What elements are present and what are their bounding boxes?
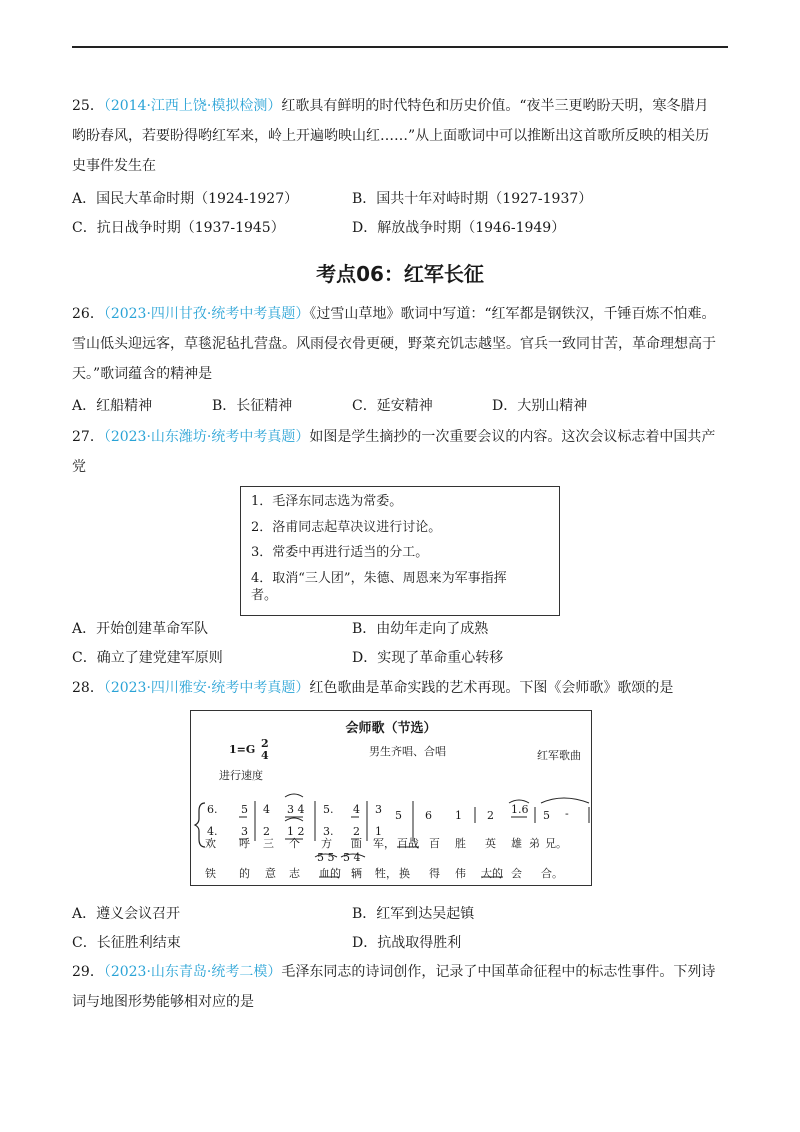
lyric: 弟	[529, 837, 540, 850]
upper-note: 5	[241, 803, 248, 816]
question-source: （2014·江西上饶·模拟检测）	[103, 98, 282, 114]
question-number: 27．	[72, 429, 104, 445]
question-text: 红色歌曲是革命实践的艺术再现。下图《会师歌》歌颂的是	[309, 680, 674, 696]
lyric: 牲，	[375, 867, 397, 880]
extra-note: 5 4	[343, 851, 361, 864]
q27-line2: 党	[72, 459, 86, 475]
lyric: 血的	[319, 867, 341, 880]
upper-note: 1.6	[511, 803, 529, 816]
score-staff-lines	[191, 711, 591, 885]
upper-note: 6	[425, 809, 432, 822]
lyric: 的	[239, 867, 250, 880]
q26-line3: 天。”歌词蕴含的精神是	[72, 366, 213, 382]
box-line: 者。	[251, 588, 278, 603]
lyric: 铁	[205, 867, 216, 880]
score-key: 1=G	[229, 743, 256, 756]
box-line: 1．毛泽东同志选为常委。	[251, 494, 403, 509]
question-text: 《过雪山草地》歌词中写道：“红军都是钢铁汉，千锤百炼不怕难。	[309, 306, 716, 322]
box-line: 4．取消“三人团”，朱德、周恩来为军事指挥	[251, 571, 507, 586]
score-performance: 男生齐唱、合唱	[369, 745, 446, 758]
q27-line1	[72, 427, 715, 447]
lyric: 会	[511, 867, 522, 880]
lyric: 志	[289, 867, 300, 880]
lower-note: 1 2	[287, 825, 305, 838]
lyric: 意	[265, 867, 276, 880]
upper-note: 4	[353, 803, 360, 816]
lyric: 兄。	[545, 837, 567, 850]
lower-note: 2	[353, 825, 360, 838]
q25-line2: 哟盼春风，若要盼得哟红军来，岭上开遍哟映山红……”从上面歌词中可以推断出这首歌所反映的相关历	[72, 128, 710, 144]
question-text: 如图是学生摘抄的一次重要会议的内容。这次会议标志着中国共产	[309, 429, 716, 445]
option-b: B．国共十年对峙时期（1927-1937）	[352, 191, 593, 207]
lyric: 军，	[373, 837, 395, 850]
box-line: 2．洛甫同志起草决议进行讨论。	[251, 520, 442, 535]
lyric: 方	[321, 837, 332, 850]
question-text: 毛泽东同志的诗词创作，记录了中国革命征程中的标志性事件。下列诗	[281, 964, 716, 980]
lyric: 大的	[481, 867, 503, 880]
upper-note: 3	[375, 803, 382, 816]
q28-line1	[72, 678, 673, 698]
lower-note: 1	[375, 825, 382, 838]
option-c: C．长征胜利结束	[72, 935, 181, 951]
option-a: A．红船精神	[72, 398, 153, 414]
lower-note: 3.	[323, 825, 334, 838]
option-d: D．实现了革命重心转移	[352, 650, 504, 666]
upper-note: -	[565, 807, 569, 820]
question-number: 26．	[72, 306, 104, 322]
q29-line1	[72, 962, 715, 982]
upper-note: 1	[455, 809, 462, 822]
lyric: 个	[289, 837, 300, 850]
option-a: A．遵义会议召开	[72, 906, 181, 922]
upper-note: 6.	[207, 803, 218, 816]
lyric: 伟	[455, 867, 466, 880]
song-score-figure	[190, 710, 592, 886]
question-source: （2023·山东青岛·统考二模）	[103, 964, 282, 980]
lyric: 三	[263, 837, 274, 850]
time-signature-top: 2	[261, 737, 269, 750]
lower-note: 3	[241, 825, 248, 838]
q29-line2: 词与地图形势能够相对应的是	[72, 994, 254, 1010]
upper-note: 4	[263, 803, 270, 816]
header-rule	[72, 46, 728, 48]
q26-line1	[72, 304, 716, 324]
lyric: 呼	[239, 837, 250, 850]
lyric: 合。	[541, 867, 563, 880]
upper-note: 5	[543, 809, 550, 822]
lyric: 雄	[511, 837, 522, 850]
option-d: D．抗战取得胜利	[352, 935, 462, 951]
lyric: 百战	[397, 837, 419, 850]
lyric: 换	[399, 867, 410, 880]
question-number: 29．	[72, 964, 104, 980]
lyric: 百	[429, 837, 440, 850]
question-source: （2023·四川甘孜·统考中考真题）	[103, 306, 310, 322]
lyric: 欢	[205, 837, 216, 850]
meeting-notes-box	[240, 486, 560, 616]
option-c: C．抗日战争时期（1937-1945）	[72, 220, 285, 236]
question-source: （2023·山东潍坊·统考中考真题）	[103, 429, 310, 445]
question-number: 25．	[72, 98, 104, 114]
option-b: B．由幼年走向了成熟	[352, 621, 489, 637]
option-b: B．长征精神	[212, 398, 293, 414]
lyric: 得	[429, 867, 440, 880]
lower-note: 2	[263, 825, 270, 838]
section-heading: 考点06：红军长征	[316, 262, 484, 286]
lyric: 英	[485, 837, 496, 850]
question-number: 28．	[72, 680, 104, 696]
option-c: C．延安精神	[352, 398, 433, 414]
time-signature-bottom: 4	[261, 749, 269, 762]
option-d: D．解放战争时期（1946-1949）	[352, 220, 566, 236]
upper-note: 5	[395, 809, 402, 822]
lyric: 辆	[351, 867, 362, 880]
score-title: 会师歌（节选）	[345, 721, 437, 736]
q25-line1	[72, 96, 709, 116]
score-genre: 红军歌曲	[537, 749, 581, 762]
option-a: A．国民大革命时期（1924-1927）	[72, 191, 299, 207]
box-line: 3．常委中再进行适当的分工。	[251, 545, 429, 560]
question-text: 红歌具有鲜明的时代特色和历史价值。“夜半三更哟盼天明，寒冬腊月	[281, 98, 709, 114]
q25-line3: 史事件发生在	[72, 158, 156, 174]
option-c: C．确立了建党建军原则	[72, 650, 223, 666]
upper-note: 2	[487, 809, 494, 822]
q26-line2: 雪山低头迎远客，草毯泥毡扎营盘。风雨侵衣骨更硬，野菜充饥志越坚。官兵一致同甘苦，革命理想高于	[72, 336, 716, 352]
lyric: 面	[351, 837, 362, 850]
score-tempo: 进行速度	[219, 769, 263, 782]
option-d: D．大别山精神	[492, 398, 588, 414]
extra-note: 5 5	[317, 851, 335, 864]
question-source: （2023·四川雅安·统考中考真题）	[103, 680, 310, 696]
lower-note: 4.	[207, 825, 218, 838]
option-b: B．红军到达吴起镇	[352, 906, 475, 922]
lyric: 胜	[455, 837, 466, 850]
upper-note: 5.	[323, 803, 334, 816]
option-a: A．开始创建革命军队	[72, 621, 209, 637]
upper-note: 3 4	[287, 803, 305, 816]
